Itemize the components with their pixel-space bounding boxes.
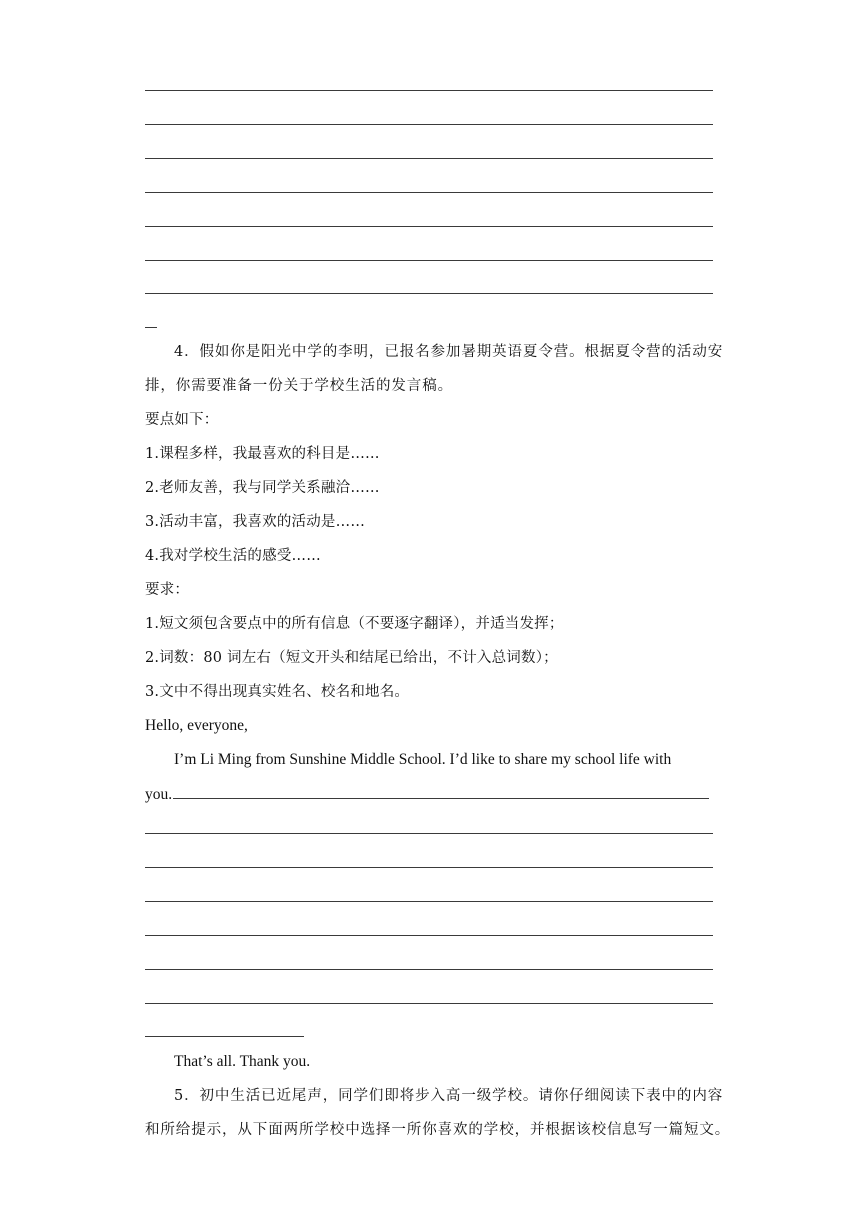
point-item: 1.课程多样，我最喜欢的科目是…… (145, 446, 380, 462)
writing-line[interactable] (145, 867, 713, 868)
task-4-heading-line-1: 4．假如你是阳光中学的李明，已报名参加暑期英语夏令营。根据夏令营的活动安 (174, 344, 724, 360)
task-5-heading-line-1: 5．初中生活已近尾声，同学们即将步入高一级学校。请你仔细阅读下表中的内容 (174, 1088, 724, 1104)
requirement-item: 2.词数：80 词左右（短文开头和结尾已给出，不计入总词数）； (145, 650, 558, 666)
requirement-item: 1.短文须包含要点中的所有信息（不要逐字翻译），并适当发挥； (145, 616, 564, 632)
task-4-heading-line-2: 排，你需要准备一份关于学校生活的发言稿。 (145, 378, 453, 394)
greeting: Hello, everyone, (145, 717, 248, 734)
writing-line[interactable] (145, 901, 713, 902)
opening-line-2 (145, 784, 709, 805)
writing-line-end[interactable] (145, 1036, 304, 1037)
writing-line[interactable] (145, 1003, 713, 1004)
writing-line-end[interactable] (145, 327, 157, 328)
task-5-heading-line-2: 和所给提示，从下面两所学校中选择一所你喜欢的学校，并根据该校信息写一篇短文。 (145, 1122, 731, 1138)
writing-line[interactable] (145, 158, 713, 159)
opening-line-2-text: you. (145, 786, 173, 803)
writing-line[interactable] (145, 833, 713, 834)
writing-line[interactable] (145, 293, 713, 294)
writing-line[interactable] (145, 260, 713, 261)
writing-line[interactable] (145, 90, 713, 91)
requirement-item: 3.文中不得出现真实姓名、校名和地名。 (145, 684, 410, 700)
writing-line[interactable] (145, 192, 713, 193)
writing-line[interactable] (173, 784, 709, 799)
closing-line: That’s all. Thank you. (174, 1053, 311, 1070)
point-item: 2.老师友善，我与同学关系融洽…… (145, 480, 380, 496)
writing-line[interactable] (145, 969, 713, 970)
points-label: 要点如下： (145, 412, 219, 428)
writing-line[interactable] (145, 935, 713, 936)
requirements-label: 要求： (145, 582, 190, 598)
writing-line[interactable] (145, 124, 713, 125)
writing-line[interactable] (145, 226, 713, 227)
point-item: 3.活动丰富，我喜欢的活动是…… (145, 514, 366, 530)
point-item: 4.我对学校生活的感受…… (145, 548, 321, 564)
opening-line-1: I’m Li Ming from Sunshine Middle School. I’d like to share my school life with (174, 751, 672, 768)
